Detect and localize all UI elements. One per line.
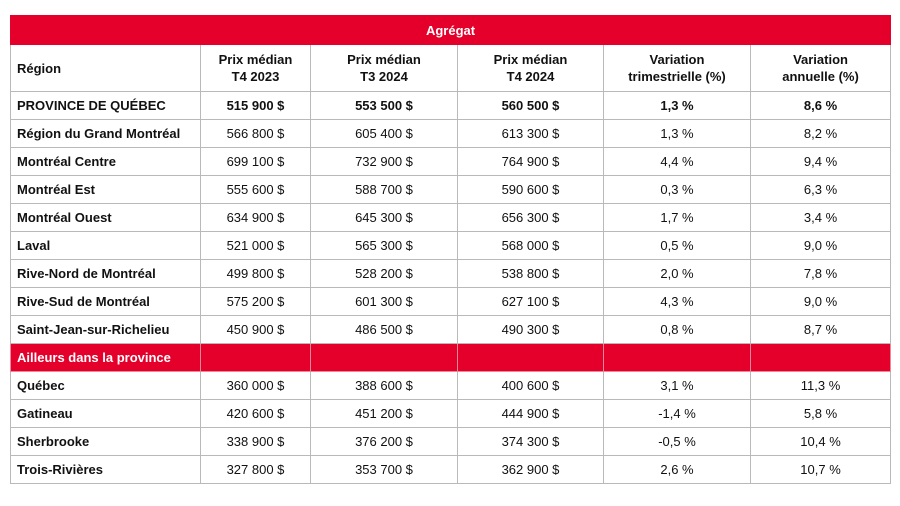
region-cell: Trois-Rivières	[11, 456, 201, 484]
price-t3-2024-cell: 732 900 $	[311, 148, 458, 176]
region-cell: PROVINCE DE QUÉBEC	[11, 92, 201, 120]
price-t3-2024-cell: 588 700 $	[311, 176, 458, 204]
price-table-container	[10, 15, 890, 484]
price-t4-2023-cell: 499 800 $	[201, 260, 311, 288]
price-t4-2024-cell: 400 600 $	[458, 372, 604, 400]
price-t4-2024-cell: 764 900 $	[458, 148, 604, 176]
var-ann-cell: 5,8 %	[751, 400, 891, 428]
price-t4-2023-cell: 699 100 $	[201, 148, 311, 176]
header-t4-2023: Prix médian T4 2023	[201, 45, 311, 92]
var-trim-cell: 2,0 %	[604, 260, 751, 288]
price-t4-2023-cell: 555 600 $	[201, 176, 311, 204]
header-t4-2024: Prix médian T4 2024	[458, 45, 604, 92]
price-t3-2024-cell: 376 200 $	[311, 428, 458, 456]
section-empty-cell	[311, 344, 458, 372]
var-trim-cell: -0,5 %	[604, 428, 751, 456]
price-t3-2024-cell: 528 200 $	[311, 260, 458, 288]
section-empty-cell	[604, 344, 751, 372]
region-cell: Laval	[11, 232, 201, 260]
var-ann-cell: 8,7 %	[751, 316, 891, 344]
var-ann-cell: 10,4 %	[751, 428, 891, 456]
table-row	[11, 456, 891, 484]
region-cell: Montréal Est	[11, 176, 201, 204]
header-row	[11, 45, 891, 92]
price-t4-2024-cell: 362 900 $	[458, 456, 604, 484]
price-t4-2023-cell: 575 200 $	[201, 288, 311, 316]
var-ann-cell: 9,0 %	[751, 232, 891, 260]
price-t4-2023-cell: 420 600 $	[201, 400, 311, 428]
price-t4-2024-cell: 613 300 $	[458, 120, 604, 148]
banner-row	[11, 16, 891, 45]
price-t3-2024-cell: 388 600 $	[311, 372, 458, 400]
var-ann-cell: 9,0 %	[751, 288, 891, 316]
median-price-table	[10, 15, 891, 484]
section-empty-cell	[458, 344, 604, 372]
price-t4-2024-cell: 560 500 $	[458, 92, 604, 120]
var-ann-cell: 9,4 %	[751, 148, 891, 176]
var-trim-cell: 0,3 %	[604, 176, 751, 204]
var-ann-cell: 8,6 %	[751, 92, 891, 120]
table-row	[11, 316, 891, 344]
var-ann-cell: 3,4 %	[751, 204, 891, 232]
var-trim-cell: -1,4 %	[604, 400, 751, 428]
region-cell: Rive-Sud de Montréal	[11, 288, 201, 316]
region-cell: Québec	[11, 372, 201, 400]
table-row	[11, 176, 891, 204]
region-cell: Sherbrooke	[11, 428, 201, 456]
price-t4-2024-cell: 374 300 $	[458, 428, 604, 456]
price-t3-2024-cell: 605 400 $	[311, 120, 458, 148]
region-cell: Montréal Centre	[11, 148, 201, 176]
var-trim-cell: 4,3 %	[604, 288, 751, 316]
table-row	[11, 148, 891, 176]
table-row	[11, 204, 891, 232]
region-cell: Gatineau	[11, 400, 201, 428]
price-t3-2024-cell: 645 300 $	[311, 204, 458, 232]
price-t4-2023-cell: 338 900 $	[201, 428, 311, 456]
section-empty-cell	[751, 344, 891, 372]
price-t4-2023-cell: 327 800 $	[201, 456, 311, 484]
price-t4-2023-cell: 634 900 $	[201, 204, 311, 232]
table-row	[11, 120, 891, 148]
price-t4-2024-cell: 538 800 $	[458, 260, 604, 288]
header-t3-2024: Prix médian T3 2024	[311, 45, 458, 92]
table-row	[11, 372, 891, 400]
var-trim-cell: 2,6 %	[604, 456, 751, 484]
region-cell: Rive-Nord de Montréal	[11, 260, 201, 288]
price-t3-2024-cell: 451 200 $	[311, 400, 458, 428]
price-t3-2024-cell: 353 700 $	[311, 456, 458, 484]
var-trim-cell: 0,5 %	[604, 232, 751, 260]
price-t4-2023-cell: 360 000 $	[201, 372, 311, 400]
table-row	[11, 288, 891, 316]
table-row	[11, 232, 891, 260]
table-row	[11, 400, 891, 428]
price-t4-2023-cell: 515 900 $	[201, 92, 311, 120]
header-var-trim: Variation trimestrielle (%)	[604, 45, 751, 92]
header-region: Région	[11, 45, 201, 92]
var-trim-cell: 0,8 %	[604, 316, 751, 344]
price-t4-2024-cell: 656 300 $	[458, 204, 604, 232]
price-t4-2024-cell: 627 100 $	[458, 288, 604, 316]
table-row	[11, 260, 891, 288]
var-trim-cell: 1,3 %	[604, 120, 751, 148]
price-t4-2024-cell: 490 300 $	[458, 316, 604, 344]
var-ann-cell: 10,7 %	[751, 456, 891, 484]
table-row	[11, 428, 891, 456]
price-t4-2024-cell: 590 600 $	[458, 176, 604, 204]
section-label: Ailleurs dans la province	[11, 344, 201, 372]
banner-title: Agrégat	[11, 16, 891, 45]
price-t3-2024-cell: 601 300 $	[311, 288, 458, 316]
header-var-ann: Variation annuelle (%)	[751, 45, 891, 92]
price-t4-2024-cell: 568 000 $	[458, 232, 604, 260]
var-ann-cell: 7,8 %	[751, 260, 891, 288]
var-trim-cell: 1,7 %	[604, 204, 751, 232]
section-empty-cell	[201, 344, 311, 372]
region-cell: Région du Grand Montréal	[11, 120, 201, 148]
price-t3-2024-cell: 553 500 $	[311, 92, 458, 120]
region-cell: Saint-Jean-sur-Richelieu	[11, 316, 201, 344]
var-trim-cell: 4,4 %	[604, 148, 751, 176]
var-ann-cell: 11,3 %	[751, 372, 891, 400]
price-t3-2024-cell: 565 300 $	[311, 232, 458, 260]
var-trim-cell: 1,3 %	[604, 92, 751, 120]
section-row	[11, 344, 891, 372]
var-ann-cell: 6,3 %	[751, 176, 891, 204]
var-ann-cell: 8,2 %	[751, 120, 891, 148]
price-t4-2023-cell: 450 900 $	[201, 316, 311, 344]
price-t4-2023-cell: 521 000 $	[201, 232, 311, 260]
price-t4-2024-cell: 444 900 $	[458, 400, 604, 428]
price-t3-2024-cell: 486 500 $	[311, 316, 458, 344]
price-t4-2023-cell: 566 800 $	[201, 120, 311, 148]
table-row	[11, 92, 891, 120]
region-cell: Montréal Ouest	[11, 204, 201, 232]
var-trim-cell: 3,1 %	[604, 372, 751, 400]
